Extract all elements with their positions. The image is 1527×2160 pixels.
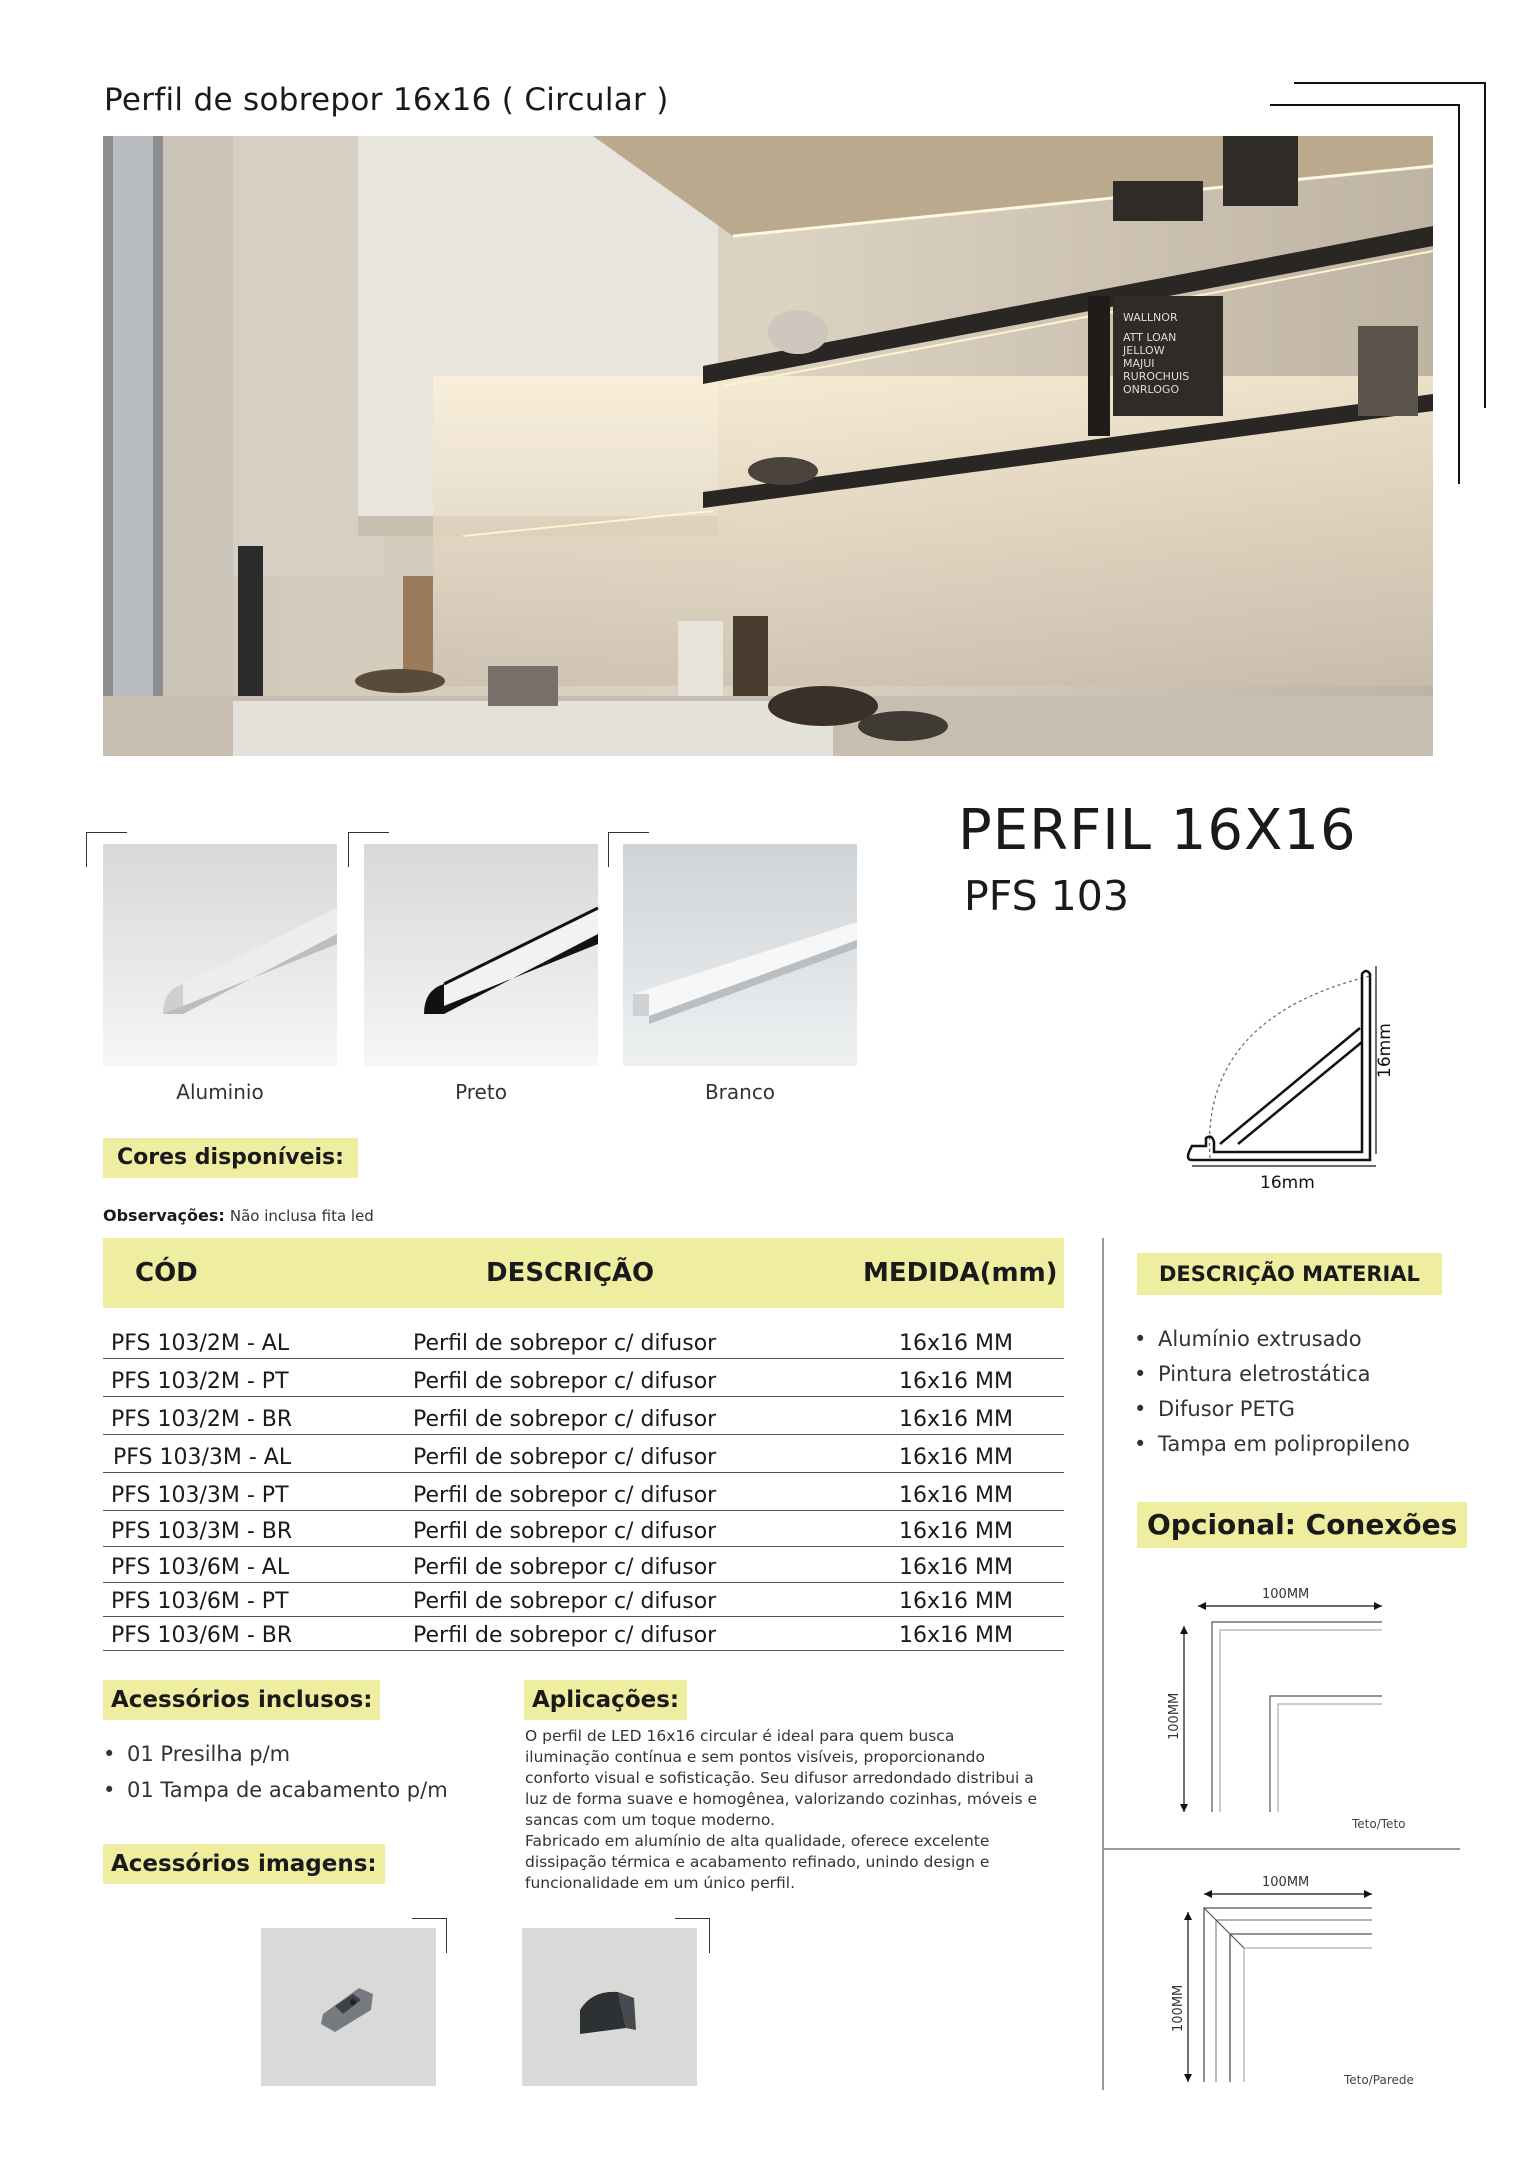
observations-label: Observações: bbox=[103, 1206, 225, 1225]
hero-book-text: WALLNOR bbox=[1123, 311, 1178, 324]
applications-paragraph: O perfil de LED 16x16 circular é ideal para quem busca iluminação contínua e sem pontos visíveis, proporcionando conforto visual e sofisticação. Seu difusor arredondado distribui a luz de forma suave e homogênea, valorizando cozinhas, móveis e sancas com um toque moderno. bbox=[525, 1727, 1038, 1829]
table-header bbox=[103, 1238, 1064, 1308]
colors-heading: Cores disponíveis: bbox=[103, 1138, 358, 1178]
header-description: DESCRIÇÃO bbox=[486, 1258, 655, 1288]
cell-description: Perfil de sobrepor c/ difusor bbox=[413, 1445, 717, 1470]
hero-book-text: ONRLOGO bbox=[1123, 383, 1180, 396]
connector-teto-teto bbox=[1160, 1580, 1406, 1831]
cell-measure: 16x16 MM bbox=[899, 1623, 1013, 1648]
color-label: Preto bbox=[455, 1080, 507, 1104]
cell-code: PFS 103/6M - BR bbox=[111, 1623, 293, 1648]
cell-measure: 16x16 MM bbox=[899, 1483, 1013, 1508]
cell-code: PFS 103/2M - PT bbox=[111, 1369, 289, 1394]
accessories-images-heading: Acessórios imagens: bbox=[103, 1844, 385, 1884]
cell-measure: 16x16 MM bbox=[899, 1407, 1013, 1432]
kitchen-photo bbox=[103, 136, 1433, 756]
table-row bbox=[103, 1436, 1064, 1473]
table-row bbox=[103, 1546, 1064, 1583]
connector-width: 100MM bbox=[1262, 1875, 1310, 1890]
header-measure: MEDIDA(mm) bbox=[863, 1258, 1058, 1288]
color-thumb-aluminio bbox=[103, 844, 337, 1066]
header-code: CÓD bbox=[135, 1258, 198, 1288]
dimension-height: 16mm bbox=[1375, 1023, 1395, 1078]
cell-code: PFS 103/6M - AL bbox=[111, 1555, 290, 1580]
cell-code: PFS 103/2M - BR bbox=[111, 1407, 293, 1432]
connector-teto-parede bbox=[1160, 1862, 1414, 2088]
color-label: Branco bbox=[704, 1080, 776, 1104]
list-item: • Difusor PETG bbox=[1134, 1392, 1410, 1427]
hero-book-text: JELLOW bbox=[1123, 344, 1165, 357]
list-item: • Pintura eletrostática bbox=[1134, 1357, 1410, 1392]
section-divider bbox=[1102, 1848, 1460, 1850]
dimension-width: 16mm bbox=[1260, 1173, 1315, 1193]
observations bbox=[103, 1206, 374, 1225]
applications-heading: Aplicações: bbox=[524, 1680, 687, 1720]
cell-description: Perfil de sobrepor c/ difusor bbox=[413, 1369, 717, 1394]
connector-height: 100MM bbox=[1171, 1984, 1186, 2032]
optional-heading: Opcional: Conexões bbox=[1137, 1502, 1467, 1548]
hero-book-text: RUROCHUIS bbox=[1123, 370, 1190, 383]
hero-book-text: ATT LOAN bbox=[1123, 331, 1177, 344]
cell-measure: 16x16 MM bbox=[899, 1555, 1013, 1580]
accessories-list bbox=[103, 1736, 448, 1808]
cell-description: Perfil de sobrepor c/ difusor bbox=[413, 1407, 717, 1432]
cell-description: Perfil de sobrepor c/ difusor bbox=[413, 1331, 717, 1356]
page-title: Perfil de sobrepor 16x16 ( Circular ) bbox=[104, 82, 669, 118]
cell-code: PFS 103/2M - AL bbox=[111, 1331, 290, 1356]
table-row bbox=[103, 1580, 1064, 1617]
table-row bbox=[103, 1614, 1064, 1651]
applications-text bbox=[525, 1726, 1040, 1894]
product-name: PERFIL 16X16 bbox=[958, 798, 1357, 863]
accessory-image-cap bbox=[522, 1928, 697, 2086]
decor-line bbox=[1458, 104, 1460, 484]
material-list bbox=[1134, 1322, 1410, 1462]
color-thumb-branco bbox=[623, 844, 857, 1066]
cell-description: Perfil de sobrepor c/ difusor bbox=[413, 1519, 717, 1544]
cell-code: PFS 103/3M - BR bbox=[111, 1519, 293, 1544]
color-label: Aluminio bbox=[176, 1080, 264, 1104]
cell-measure: 16x16 MM bbox=[899, 1445, 1013, 1470]
column-divider bbox=[1102, 1238, 1104, 2090]
material-heading: DESCRIÇÃO MATERIAL bbox=[1137, 1253, 1442, 1295]
list-item: • Alumínio extrusado bbox=[1134, 1322, 1410, 1357]
table-row bbox=[103, 1474, 1064, 1511]
decor-line bbox=[1294, 82, 1486, 84]
cell-code: PFS 103/3M - AL bbox=[113, 1445, 292, 1470]
cell-measure: 16x16 MM bbox=[899, 1369, 1013, 1394]
accessories-heading: Acessórios inclusos: bbox=[103, 1680, 380, 1720]
cell-description: Perfil de sobrepor c/ difusor bbox=[413, 1589, 717, 1614]
table-row bbox=[103, 1360, 1064, 1397]
hero-image bbox=[103, 136, 1433, 756]
profile-drawing bbox=[1180, 958, 1420, 1198]
applications-paragraph: Fabricado em alumínio de alta qualidade, oferece excelente dissipação térmica e acabamento refinado, unindo design e funcionalidade em um único perfil. bbox=[525, 1832, 990, 1892]
list-item: • 01 Presilha p/m bbox=[103, 1736, 448, 1772]
observations-text: Não inclusa fita led bbox=[229, 1207, 374, 1225]
connector-width: 100MM bbox=[1262, 1587, 1310, 1602]
hero-book-text: MAJUI bbox=[1123, 357, 1155, 370]
cell-description: Perfil de sobrepor c/ difusor bbox=[413, 1623, 717, 1648]
table-row bbox=[103, 1510, 1064, 1547]
decor-line bbox=[1484, 82, 1486, 408]
cell-measure: 16x16 MM bbox=[899, 1519, 1013, 1544]
cell-description: Perfil de sobrepor c/ difusor bbox=[413, 1483, 717, 1508]
table-row bbox=[103, 1322, 1064, 1359]
connector-height: 100MM bbox=[1167, 1692, 1182, 1740]
cell-measure: 16x16 MM bbox=[899, 1589, 1013, 1614]
accessory-image-clip bbox=[261, 1928, 436, 2086]
list-item: • 01 Tampa de acabamento p/m bbox=[103, 1772, 448, 1808]
table-row bbox=[103, 1398, 1064, 1435]
cell-description: Perfil de sobrepor c/ difusor bbox=[413, 1555, 717, 1580]
cell-code: PFS 103/6M - PT bbox=[111, 1589, 289, 1614]
decor-line bbox=[1270, 104, 1460, 106]
connector-label: Teto/Parede bbox=[1344, 2073, 1414, 2087]
color-thumb-preto bbox=[364, 844, 598, 1066]
product-code: PFS 103 bbox=[964, 872, 1129, 920]
list-item: • Tampa em polipropileno bbox=[1134, 1427, 1410, 1462]
cell-measure: 16x16 MM bbox=[899, 1331, 1013, 1356]
connector-label: Teto/Teto bbox=[1352, 1817, 1406, 1831]
cell-code: PFS 103/3M - PT bbox=[111, 1483, 289, 1508]
